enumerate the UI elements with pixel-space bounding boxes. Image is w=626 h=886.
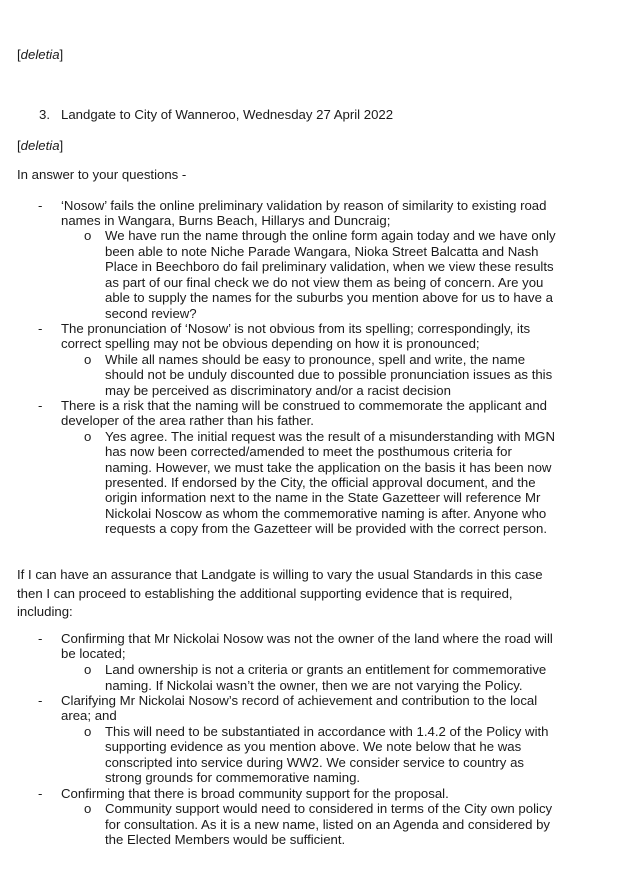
- assurance-line-2: then I can proceed to establishing the additional supporting evidence that is required,: [17, 586, 513, 601]
- heading-number: 3.: [39, 107, 50, 122]
- deletia-marker-2: [deletia]: [17, 138, 64, 153]
- concern-1-line-1: ‘Nosow’ fails the online preliminary validation by reason of similarity to existing road: [61, 198, 547, 213]
- concern-2-line-1: The pronunciation of ‘Nosow’ is not obvious from its spelling; correspondingly, its: [61, 321, 531, 336]
- concern-3-line-1: There is a risk that the naming will be construed to commemorate the applicant and: [61, 398, 547, 413]
- assurance-line-3: including:: [17, 604, 73, 619]
- dash-bullet: -: [38, 631, 43, 646]
- concern-3-line-2: developer of the area rather than his father.: [61, 413, 314, 428]
- requirement-3-line-1: Confirming that there is broad community support for the proposal.: [61, 786, 449, 801]
- response-3-line-7: requests a copy from the Gazetteer will be provided with the correct person.: [105, 521, 547, 536]
- response-1-line-4: as part of our final check we do not view them as being of concern. Are you: [105, 275, 544, 290]
- req-response-3-line-1: Community support would need to considered in terms of the City own policy: [105, 801, 553, 816]
- response-3-line-3: naming. However, we must take the application on the basis it has been now: [105, 460, 552, 475]
- dash-bullet: -: [38, 786, 43, 801]
- response-3-line-6: Nickolai Noscow as whom the commemorative naming is after. Anyone who: [105, 506, 547, 521]
- circle-bullet-icon: o: [84, 724, 92, 739]
- req-response-2-line-4: strong grounds for commemorative naming.: [105, 770, 361, 785]
- req-response-2-line-2: supporting evidence as you mention above. We note below that he was: [105, 739, 522, 754]
- requirement-1-line-1: Confirming that Mr Nickolai Nosow was not the owner of the land where the road will: [61, 631, 553, 646]
- requirement-2-line-1: Clarifying Mr Nickolai Nosow’s record of achievement and contribution to the local: [61, 693, 538, 708]
- response-2-line-2: should not be unduly discounted due to possible pronunciation issues as this: [105, 367, 553, 382]
- heading-text: Landgate to City of Wanneroo, Wednesday 27 April 2022: [61, 107, 394, 122]
- circle-bullet-icon: o: [84, 662, 92, 677]
- dash-bullet: -: [38, 693, 43, 708]
- req-response-1-line-1: Land ownership is not a criteria or grants an entitlement for commemorative: [105, 662, 547, 677]
- dash-bullet: -: [38, 321, 43, 336]
- req-response-1-line-2: naming. If Nickolai wasn’t the owner, then we are not varying the Policy.: [105, 678, 523, 693]
- response-1-line-5: able to supply the names for the suburbs you mention above for us to have a: [105, 290, 553, 305]
- dash-bullet: -: [38, 198, 43, 213]
- response-1-line-1: We have run the name through the online form again today and we have only: [105, 228, 556, 243]
- response-1-line-3: Place in Beechboro do fail preliminary validation, when we view these results: [105, 259, 554, 274]
- circle-bullet-icon: o: [84, 429, 92, 444]
- response-3-line-2: has now been corrected/amended to meet the posthumous criteria for: [105, 444, 512, 459]
- req-response-3-line-3: the Elected Members would be sufficient.: [105, 832, 346, 847]
- dash-bullet: -: [38, 398, 43, 413]
- assurance-line-1: If I can have an assurance that Landgate is willing to vary the usual Standards in this case: [17, 567, 543, 582]
- req-response-2-line-1: This will need to be substantiated in accordance with 1.4.2 of the Policy with: [105, 724, 549, 739]
- response-3-line-1: Yes agree. The initial request was the result of a misunderstanding with MGN: [105, 429, 556, 444]
- response-2-line-1: While all names should be easy to pronounce, spell and write, the name: [105, 352, 526, 367]
- concern-2-line-2: correct spelling may not be obvious depending on how it is pronounced;: [61, 336, 480, 351]
- response-3-line-5: origin information next to the name in the State Gazetteer will reference Mr: [105, 490, 541, 505]
- requirement-2-line-2: area; and: [61, 708, 117, 723]
- concern-1-line-2: names in Wangara, Burns Beach, Hillarys and Duncraig;: [61, 213, 391, 228]
- requirement-1-line-2: be located;: [61, 646, 126, 661]
- circle-bullet-icon: o: [84, 352, 92, 367]
- intro-text: In answer to your questions -: [17, 167, 187, 182]
- response-1-line-6: second review?: [105, 306, 197, 321]
- circle-bullet-icon: o: [84, 228, 92, 243]
- req-response-3-line-2: for consultation. As it is a new name, listed on an Agenda and considered by: [105, 817, 550, 832]
- req-response-2-line-3: conscripted into service during WW2. We consider service to country as: [105, 755, 524, 770]
- circle-bullet-icon: o: [84, 801, 92, 816]
- response-2-line-3: may be perceived as discriminatory and/or a racist decision: [105, 383, 451, 398]
- deletia-marker-1: [deletia]: [17, 47, 64, 62]
- response-1-line-2: been able to note Niche Parade Wangara, Nioka Street Balcatta and Nash: [105, 244, 539, 259]
- response-3-line-4: presented. If endorsed by the City, the official approval document, and the: [105, 475, 536, 490]
